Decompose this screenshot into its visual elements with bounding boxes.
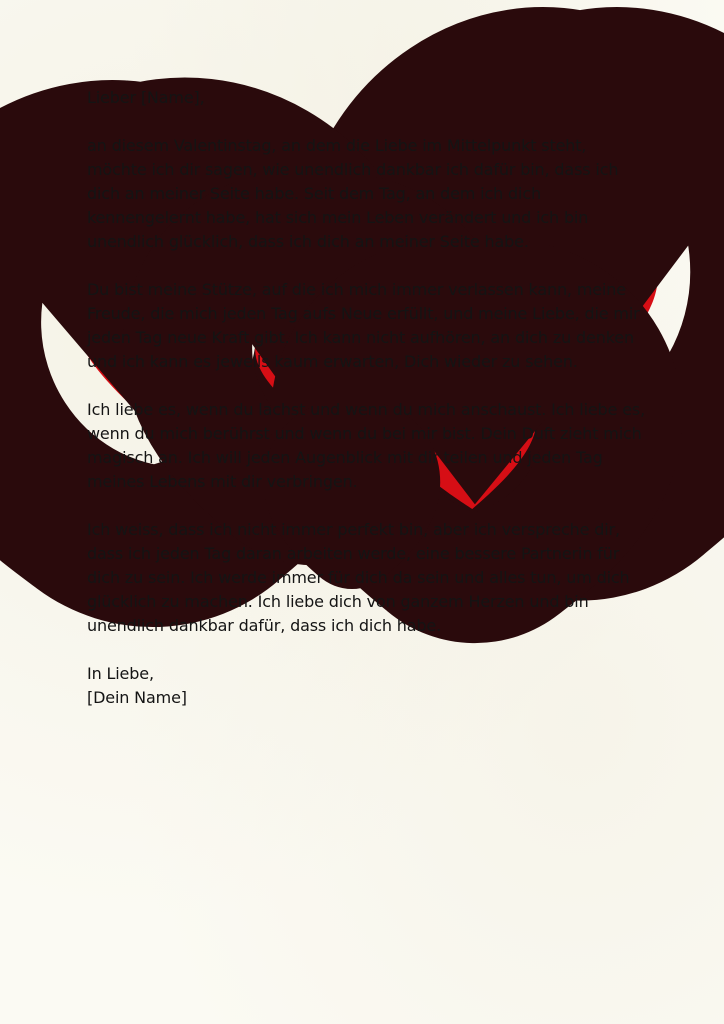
signature: [Dein Name]	[87, 688, 187, 707]
closing: In Liebe,	[87, 664, 154, 683]
paragraph-3: Ich liebe es, wenn du lachst und wenn du mich anschaust. Ich liebe es, wenn du mich berührst und wenn du bei mir bist. Dein Duft zieht mich magisch an. Ich will jeden Augenblick mit dir teilen und jeden Tag meines Lebens mit dir verbringen.	[87, 400, 646, 491]
salutation: Lieber [Name],	[87, 88, 205, 107]
paragraph-4: Ich weiss, dass ich nicht immer perfekt bin, aber ich verspreche dir, dass ich jeden Tag daran arbeiten werde, eine bessere Partnerin für dich zu sein. Ich werde immer für dich da sein und alles tun, um dich glücklich zu machen. Ich liebe dich von ganzem Herzen und bin unendlich dankbar dafür, dass ich dich habe.	[87, 520, 630, 635]
paragraph-1: an diesem Valentinstag, an dem die Liebe im Mittelpunkt steht, möchte ich dir sagen, wie unendlich dankbar ich dafür bin, dass ich dich an meiner Seite habe. Seit dem Tag, an dem ich dich kennengelernt habe, hat sich mein Leben verändert und ich bin unendlich glücklich, dass ich dich an meiner Seite habe.	[87, 136, 619, 251]
paragraph-2: Du bist meine Stütze, auf die ich mich immer verlassen kann, meine Freude, die mich jeden Tag aufs Neue erfüllt, und meine Liebe, die mir jeden Tag neue Kraft gibt. Ich kann nicht aufhören, an dich zu denken und ich kann es jeweils kaum erwarten, Dich wieder zu sehen.	[87, 280, 640, 371]
letter-body	[87, 86, 647, 710]
